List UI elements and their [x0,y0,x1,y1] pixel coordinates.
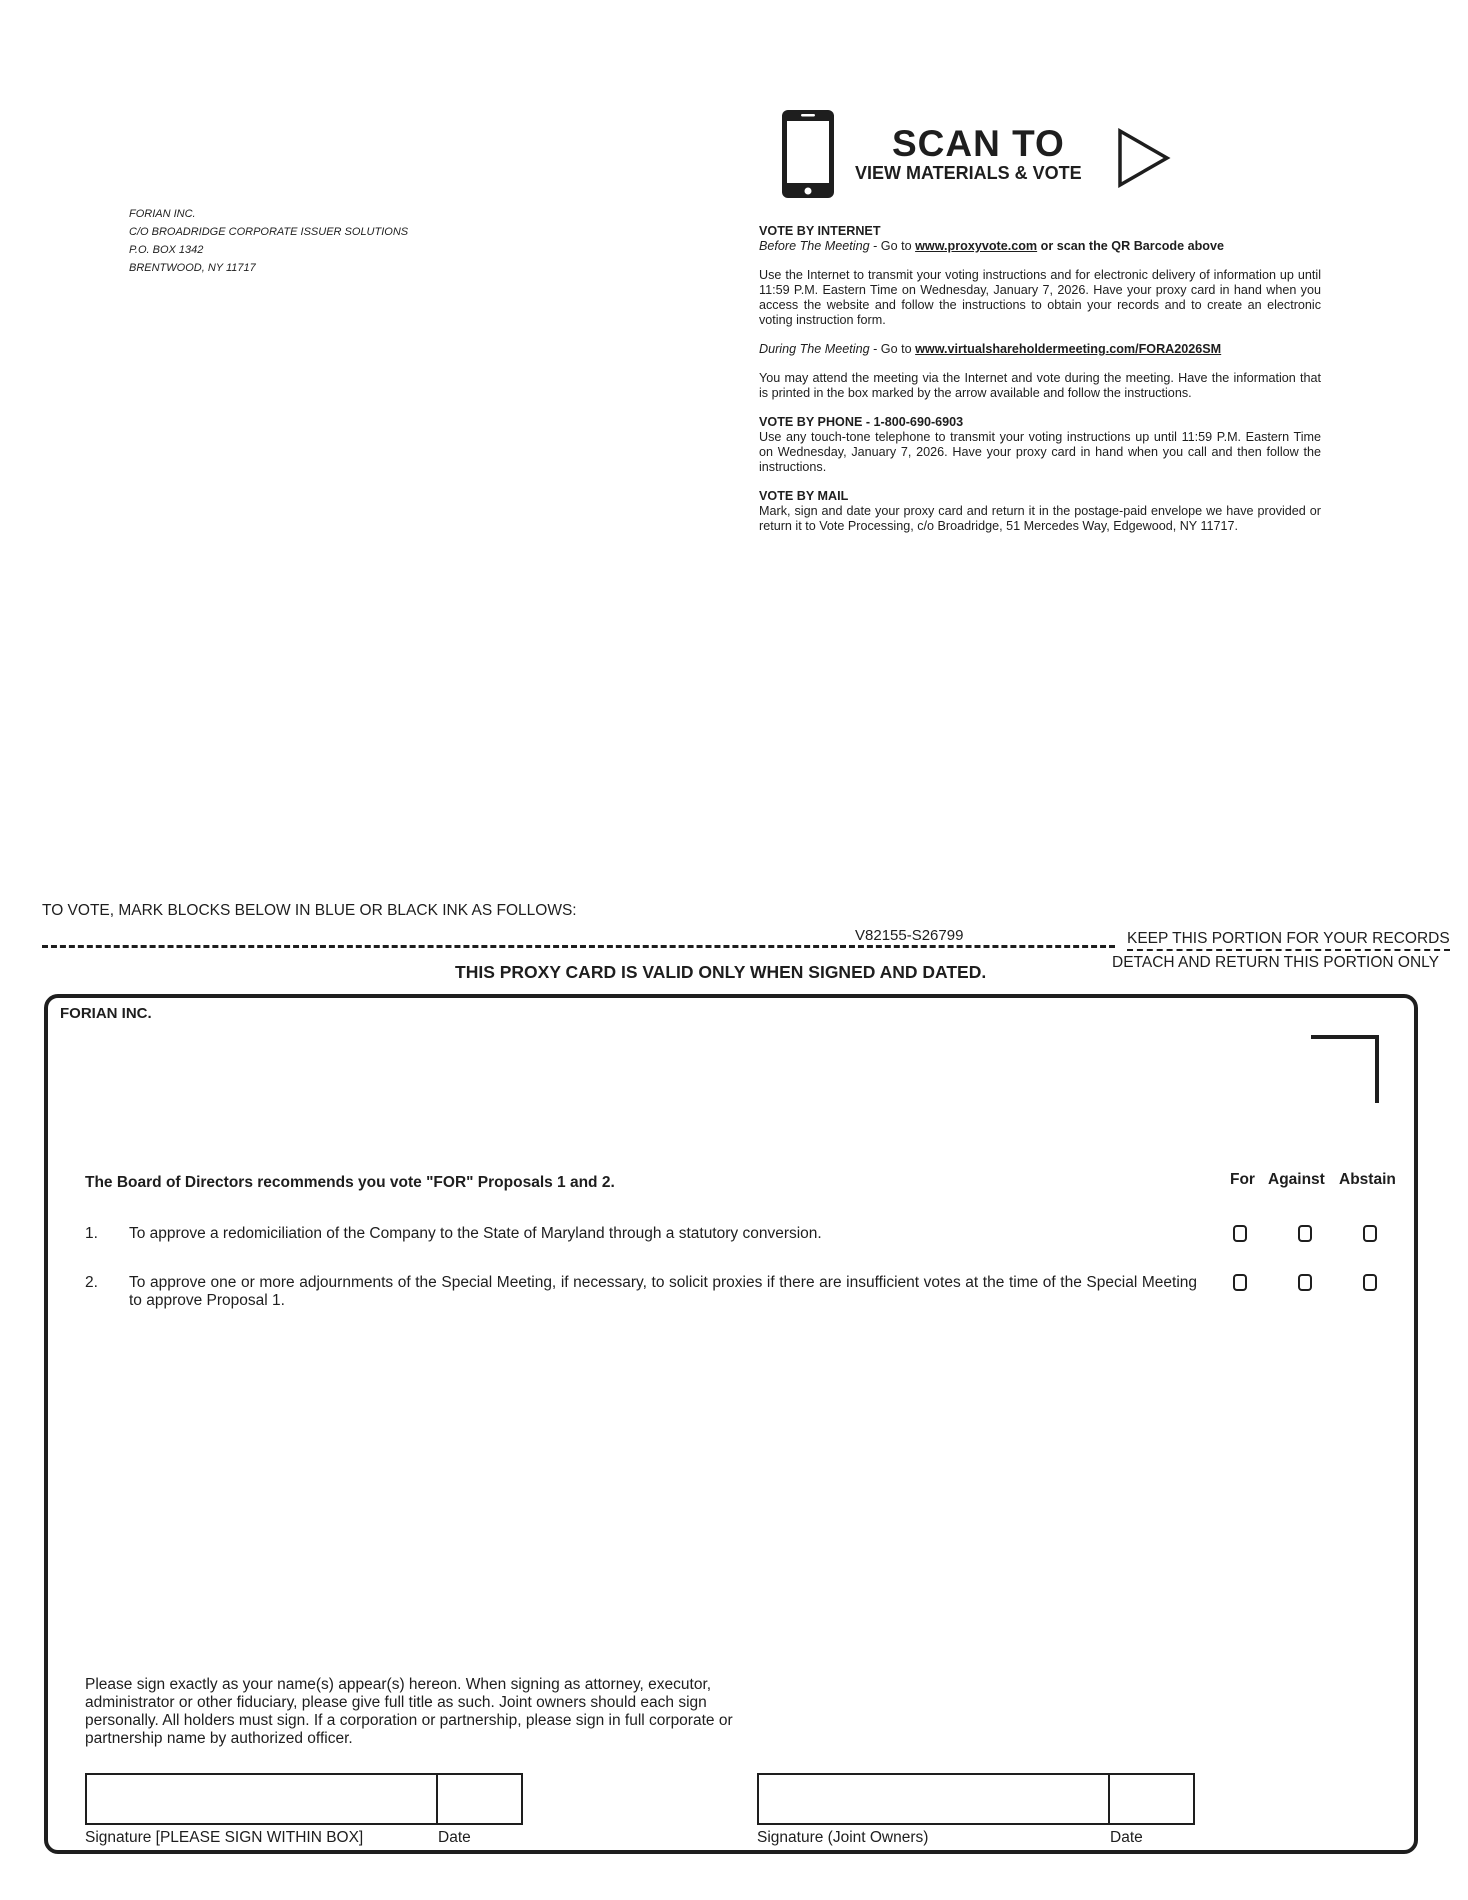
vote-phone-heading: VOTE BY PHONE - 1-800-690-6903 [759,415,964,429]
proposal-2-abstain-checkbox[interactable] [1363,1274,1377,1291]
vote-internet-heading: VOTE BY INTERNET [759,224,881,238]
scan-subtitle: VIEW MATERIALS & VOTE [855,163,1082,183]
detach-line [42,945,1115,948]
proposal-1-for-checkbox[interactable] [1233,1225,1247,1242]
proposal-2-against-checkbox[interactable] [1298,1274,1312,1291]
signature-box[interactable] [85,1773,438,1825]
play-arrow-icon [1117,128,1171,188]
proposal-text: To approve one or more adjournments of the Special Meeting, if necessary, to solicit proxies if there are insufficient votes at the time of the Special Meeting to approve Proposal 1. [129,1274,1197,1309]
date-label: Date [438,1829,471,1846]
during-goto: - Go to [869,342,916,356]
registration-corner-mark [1311,1035,1379,1103]
proposal-number: 2. [85,1274,98,1291]
smartphone-icon [780,108,836,200]
during-meeting-label: During The Meeting [759,342,870,356]
signature-label: Signature [PLEASE SIGN WITHIN BOX] [85,1829,364,1846]
vote-mail-heading: VOTE BY MAIL [759,489,849,503]
joint-date-label: Date [1110,1829,1143,1846]
control-number: V82155-S26799 [855,927,964,944]
return-address-line: C/O BROADRIDGE CORPORATE ISSUER SOLUTIONS [129,226,409,238]
date-box[interactable] [436,1773,523,1825]
return-address [129,205,408,277]
proposal-2-for-checkbox[interactable] [1233,1274,1247,1291]
keep-portion-note: KEEP THIS PORTION FOR YOUR RECORDS [1127,930,1450,951]
joint-signature-box[interactable] [757,1773,1110,1825]
return-address-line: FORIAN INC. [129,208,196,220]
before-goto: - Go to [869,239,916,253]
proposal-text: To approve a redomiciliation of the Company to the State of Maryland through a statutory conversion. [129,1225,822,1242]
qr-barcode-note: or scan the QR Barcode above [1037,239,1224,253]
column-header-abstain: Abstain [1339,1171,1396,1188]
mark-instructions: TO VOTE, MARK BLOCKS BELOW IN BLUE OR BLACK INK AS FOLLOWS: [42,902,577,919]
card-company-name: FORIAN INC. [60,1005,152,1022]
signing-instructions: Please sign exactly as your name(s) appear(s) hereon. When signing as attorney, executor, administrator or other fiduciary, please give full title as such. Joint owners should each sign personally. All holders must sign. If a corporation or partnership, please sign in full corporate or partnership name by authorized officer. [85,1676,733,1747]
proposal-number: 1. [85,1225,98,1242]
column-header-against: Against [1268,1171,1325,1188]
proposal-1-abstain-checkbox[interactable] [1363,1225,1377,1242]
return-address-line: P.O. BOX 1342 [129,244,204,256]
proposal-1-against-checkbox[interactable] [1298,1225,1312,1242]
detach-return-note: DETACH AND RETURN THIS PORTION ONLY [1112,954,1439,971]
phone-instructions: Use any touch-tone telephone to transmit your voting instructions up until 11:59 P.M. Eastern Time on Wednesday, January 7, 2026. Have your proxy card in hand when you call and then follow the instructions. [759,430,1321,474]
virtual-meeting-link[interactable]: www.virtualshareholdermeeting.com/FORA2026SM [915,342,1222,356]
joint-signature-label: Signature (Joint Owners) [757,1829,929,1846]
joint-date-box[interactable] [1108,1773,1195,1825]
return-address-line: BRENTWOOD, NY 11717 [129,262,256,274]
before-meeting-label: Before The Meeting [759,239,870,253]
internet-instructions: Use the Internet to transmit your voting instructions and for electronic delivery of information up until 11:59 P.M. Eastern Time on Wednesday, January 7, 2026. Have your proxy card in hand when you access the website and follow the instructions to obtain your records and to create an electronic voting instruction form. [759,268,1321,327]
column-header-for: For [1230,1171,1255,1188]
voting-instructions [759,224,1321,548]
mail-instructions: Mark, sign and date your proxy card and return it in the postage-paid envelope we have provided or return it to Vote Processing, c/o Broadridge, 51 Mercedes Way, Edgewood, NY 11717. [759,504,1321,533]
virtual-meeting-instructions: You may attend the meeting via the Internet and vote during the meeting. Have the information that is printed in the box marked by the arrow available and follow the instructions. [759,371,1321,400]
proxyvote-link[interactable]: www.proxyvote.com [915,239,1038,253]
valid-note: THIS PROXY CARD IS VALID ONLY WHEN SIGNED AND DATED. [455,962,987,982]
scan-title: SCAN TO [892,123,1065,164]
board-recommendation: The Board of Directors recommends you vote "FOR" Proposals 1 and 2. [85,1174,615,1191]
